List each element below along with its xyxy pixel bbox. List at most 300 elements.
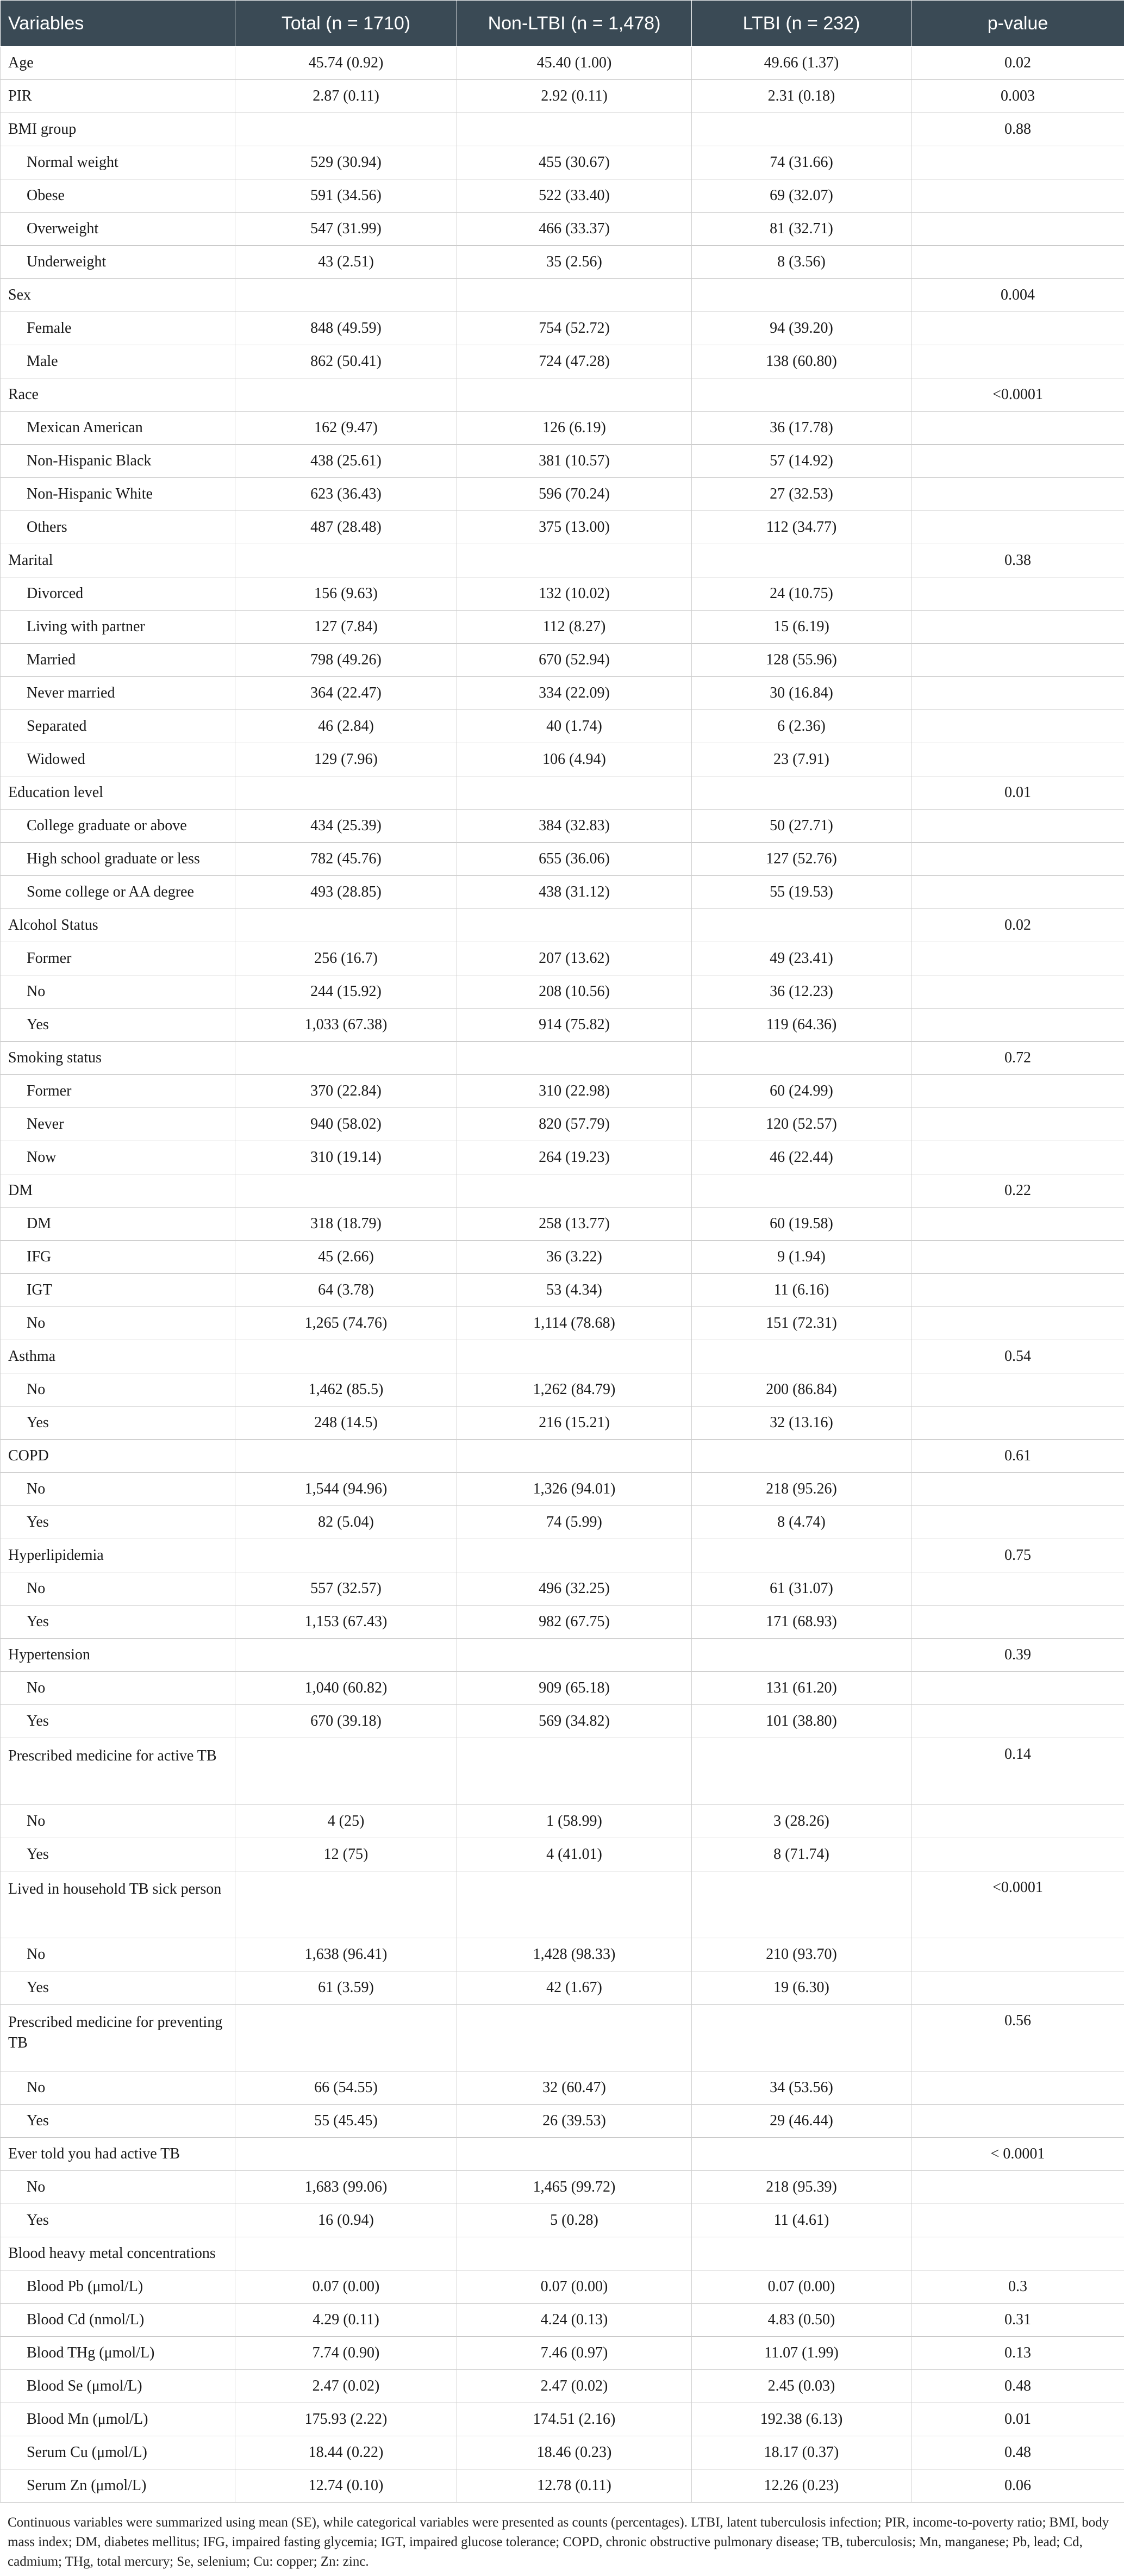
non-ltbi-cell: 35 (2.56) — [457, 246, 692, 279]
non-ltbi-cell — [457, 279, 692, 312]
p-value-cell: 0.02 — [911, 47, 1124, 80]
p-value-cell — [911, 1938, 1124, 1971]
ltbi-cell: 112 (34.77) — [692, 511, 911, 544]
total-cell: 12.74 (0.10) — [235, 2469, 457, 2503]
p-value-cell — [911, 611, 1124, 644]
table-body — [1, 47, 1124, 2503]
non-ltbi-cell: 2.47 (0.02) — [457, 2370, 692, 2403]
p-value-cell — [911, 942, 1124, 975]
non-ltbi-cell: 174.51 (2.16) — [457, 2403, 692, 2436]
p-value-cell — [911, 1838, 1124, 1871]
table-row — [1, 1274, 1124, 1307]
ltbi-cell: 2.31 (0.18) — [692, 80, 911, 113]
header-p-value: p-value — [911, 1, 1124, 47]
ltbi-cell: 8 (3.56) — [692, 246, 911, 279]
table-row — [1, 544, 1124, 577]
variable-cell: DM — [1, 1208, 235, 1241]
ltbi-cell: 131 (61.20) — [692, 1672, 911, 1705]
variable-cell: Race — [1, 378, 235, 412]
table-row — [1, 1572, 1124, 1606]
table-row — [1, 1208, 1124, 1241]
non-ltbi-cell: 375 (13.00) — [457, 511, 692, 544]
total-cell: 12 (75) — [235, 1838, 457, 1871]
ltbi-cell: 60 (24.99) — [692, 1075, 911, 1108]
ltbi-cell — [692, 1340, 911, 1373]
variable-cell: No — [1, 1805, 235, 1838]
non-ltbi-cell: 26 (39.53) — [457, 2105, 692, 2138]
p-value-cell — [911, 1241, 1124, 1274]
table-row — [1, 2469, 1124, 2503]
non-ltbi-cell: 4.24 (0.13) — [457, 2304, 692, 2337]
ltbi-cell: 94 (39.20) — [692, 312, 911, 345]
variable-cell: No — [1, 1373, 235, 1407]
p-value-cell: 0.3 — [911, 2270, 1124, 2304]
variable-cell: Divorced — [1, 577, 235, 611]
non-ltbi-cell: 264 (19.23) — [457, 1141, 692, 1174]
p-value-cell: <0.0001 — [911, 1871, 1124, 1938]
non-ltbi-cell: 5 (0.28) — [457, 2204, 692, 2237]
p-value-cell — [911, 1971, 1124, 2005]
ltbi-cell: 8 (4.74) — [692, 1506, 911, 1539]
table-row — [1, 2370, 1124, 2403]
table-row — [1, 2304, 1124, 2337]
table-row — [1, 2403, 1124, 2436]
variable-cell: No — [1, 1938, 235, 1971]
variable-cell: Never married — [1, 677, 235, 710]
variable-cell: Marital — [1, 544, 235, 577]
total-cell: 487 (28.48) — [235, 511, 457, 544]
variable-cell: Yes — [1, 1506, 235, 1539]
non-ltbi-cell: 258 (13.77) — [457, 1208, 692, 1241]
p-value-cell — [911, 975, 1124, 1009]
non-ltbi-cell: 1 (58.99) — [457, 1805, 692, 1838]
ltbi-cell — [692, 378, 911, 412]
total-cell — [235, 544, 457, 577]
ltbi-cell: 15 (6.19) — [692, 611, 911, 644]
total-cell: 162 (9.47) — [235, 412, 457, 445]
table-footnote: Continuous variables were summarized using mean (SE), while categorical variables were presented as counts (percentages). LTBI, latent tuberculosis infection; PIR, income-to-poverty ratio; BMI, body mass index; DM, diabetes mellitus; IFG, impaired fasting glycemia; IGT, impaired glucose tolerance; COPD, chronic obstructive pulmonary disease; TB, tuberculosis; Mn, manganese; Pb, lead; Cd, cadmium; THg, total mercury; Se, selenium; Cu: copper; Zn: zinc. — [8, 2515, 1109, 2569]
non-ltbi-cell: 596 (70.24) — [457, 478, 692, 511]
ltbi-cell: 101 (38.80) — [692, 1705, 911, 1738]
p-value-cell — [911, 710, 1124, 743]
variable-cell: Living with partner — [1, 611, 235, 644]
ltbi-cell — [692, 1738, 911, 1805]
ltbi-cell — [692, 1440, 911, 1473]
table-row — [1, 776, 1124, 810]
variable-cell: Overweight — [1, 213, 235, 246]
variable-cell: Yes — [1, 1009, 235, 1042]
variable-cell: Married — [1, 644, 235, 677]
ltbi-cell: 138 (60.80) — [692, 345, 911, 378]
non-ltbi-cell — [457, 1639, 692, 1672]
p-value-cell — [911, 1672, 1124, 1705]
variable-cell: Obese — [1, 179, 235, 213]
table-row — [1, 2270, 1124, 2304]
total-cell: 4.29 (0.11) — [235, 2304, 457, 2337]
ltbi-cell — [692, 776, 911, 810]
non-ltbi-cell: 334 (22.09) — [457, 677, 692, 710]
non-ltbi-cell — [457, 2237, 692, 2270]
non-ltbi-cell: 45.40 (1.00) — [457, 47, 692, 80]
non-ltbi-cell: 18.46 (0.23) — [457, 2436, 692, 2469]
p-value-cell — [911, 1506, 1124, 1539]
variable-cell: Blood Pb (μmol/L) — [1, 2270, 235, 2304]
variable-cell: Mexican American — [1, 412, 235, 445]
ltbi-cell: 69 (32.07) — [692, 179, 911, 213]
ltbi-cell: 128 (55.96) — [692, 644, 911, 677]
non-ltbi-cell — [457, 113, 692, 146]
table-row — [1, 1639, 1124, 1672]
total-cell: 1,638 (96.41) — [235, 1938, 457, 1971]
ltbi-cell: 27 (32.53) — [692, 478, 911, 511]
total-cell: 623 (36.43) — [235, 478, 457, 511]
ltbi-cell: 9 (1.94) — [692, 1241, 911, 1274]
p-value-cell: 0.31 — [911, 2304, 1124, 2337]
p-value-cell: 0.06 — [911, 2469, 1124, 2503]
ltbi-cell — [692, 544, 911, 577]
variable-cell: Yes — [1, 1971, 235, 2005]
non-ltbi-cell — [457, 1440, 692, 1473]
non-ltbi-cell: 982 (67.75) — [457, 1606, 692, 1639]
total-cell: 43 (2.51) — [235, 246, 457, 279]
variable-cell: Some college or AA degree — [1, 876, 235, 909]
non-ltbi-cell: 1,326 (94.01) — [457, 1473, 692, 1506]
p-value-cell — [911, 2071, 1124, 2105]
variable-cell: Others — [1, 511, 235, 544]
table-row — [1, 80, 1124, 113]
total-cell: 129 (7.96) — [235, 743, 457, 776]
header-row — [1, 1, 1124, 47]
variable-cell: Prescribed medicine for preventing TB — [1, 2005, 235, 2071]
variable-cell: Widowed — [1, 743, 235, 776]
non-ltbi-cell: 4 (41.01) — [457, 1838, 692, 1871]
table-row — [1, 644, 1124, 677]
p-value-cell — [911, 743, 1124, 776]
p-value-cell: 0.56 — [911, 2005, 1124, 2071]
non-ltbi-cell: 909 (65.18) — [457, 1672, 692, 1705]
non-ltbi-cell — [457, 1738, 692, 1805]
table-row — [1, 909, 1124, 942]
ltbi-cell: 0.07 (0.00) — [692, 2270, 911, 2304]
total-cell — [235, 113, 457, 146]
non-ltbi-cell — [457, 776, 692, 810]
ltbi-cell: 49.66 (1.37) — [692, 47, 911, 80]
variable-cell: Sex — [1, 279, 235, 312]
p-value-cell — [911, 246, 1124, 279]
ltbi-cell: 11 (6.16) — [692, 1274, 911, 1307]
p-value-cell — [911, 2237, 1124, 2270]
p-value-cell: <0.0001 — [911, 378, 1124, 412]
table-row — [1, 1606, 1124, 1639]
ltbi-cell: 36 (12.23) — [692, 975, 911, 1009]
ltbi-cell: 6 (2.36) — [692, 710, 911, 743]
total-cell: 529 (30.94) — [235, 146, 457, 179]
total-cell: 862 (50.41) — [235, 345, 457, 378]
non-ltbi-cell: 106 (4.94) — [457, 743, 692, 776]
p-value-cell — [911, 2204, 1124, 2237]
total-cell: 175.93 (2.22) — [235, 2403, 457, 2436]
non-ltbi-cell: 384 (32.83) — [457, 810, 692, 843]
p-value-cell: 0.004 — [911, 279, 1124, 312]
p-value-cell — [911, 478, 1124, 511]
ltbi-cell — [692, 1042, 911, 1075]
table-row — [1, 179, 1124, 213]
total-cell — [235, 1639, 457, 1672]
total-cell: 591 (34.56) — [235, 179, 457, 213]
total-cell: 438 (25.61) — [235, 445, 457, 478]
non-ltbi-cell: 126 (6.19) — [457, 412, 692, 445]
total-cell: 256 (16.7) — [235, 942, 457, 975]
total-cell — [235, 279, 457, 312]
ltbi-cell: 50 (27.71) — [692, 810, 911, 843]
total-cell: 547 (31.99) — [235, 213, 457, 246]
total-cell: 1,153 (67.43) — [235, 1606, 457, 1639]
ltbi-cell: 74 (31.66) — [692, 146, 911, 179]
table-row — [1, 2171, 1124, 2204]
non-ltbi-cell: 0.07 (0.00) — [457, 2270, 692, 2304]
total-cell — [235, 909, 457, 942]
variable-cell: Non-Hispanic Black — [1, 445, 235, 478]
ltbi-cell: 3 (28.26) — [692, 1805, 911, 1838]
table-row — [1, 312, 1124, 345]
table-row — [1, 2204, 1124, 2237]
ltbi-cell: 151 (72.31) — [692, 1307, 911, 1340]
ltbi-cell — [692, 1174, 911, 1208]
variable-cell: No — [1, 1572, 235, 1606]
ltbi-cell — [692, 279, 911, 312]
total-cell — [235, 2005, 457, 2071]
ltbi-cell: 200 (86.84) — [692, 1373, 911, 1407]
p-value-cell — [911, 1572, 1124, 1606]
non-ltbi-cell: 2.92 (0.11) — [457, 80, 692, 113]
table-row — [1, 2105, 1124, 2138]
non-ltbi-cell: 74 (5.99) — [457, 1506, 692, 1539]
ltbi-cell: 57 (14.92) — [692, 445, 911, 478]
non-ltbi-cell — [457, 544, 692, 577]
p-value-cell: 0.54 — [911, 1340, 1124, 1373]
non-ltbi-cell: 381 (10.57) — [457, 445, 692, 478]
ltbi-cell: 81 (32.71) — [692, 213, 911, 246]
table-row — [1, 213, 1124, 246]
non-ltbi-cell: 207 (13.62) — [457, 942, 692, 975]
total-cell: 64 (3.78) — [235, 1274, 457, 1307]
ltbi-cell: 210 (93.70) — [692, 1938, 911, 1971]
ltbi-cell: 46 (22.44) — [692, 1141, 911, 1174]
p-value-cell — [911, 1141, 1124, 1174]
p-value-cell: 0.01 — [911, 776, 1124, 810]
total-cell: 4 (25) — [235, 1805, 457, 1838]
non-ltbi-cell: 36 (3.22) — [457, 1241, 692, 1274]
table-row — [1, 876, 1124, 909]
p-value-cell — [911, 1805, 1124, 1838]
variable-cell: Smoking status — [1, 1042, 235, 1075]
variable-cell: Yes — [1, 2105, 235, 2138]
non-ltbi-cell: 132 (10.02) — [457, 577, 692, 611]
non-ltbi-cell: 208 (10.56) — [457, 975, 692, 1009]
total-cell — [235, 1539, 457, 1572]
variable-cell: Blood heavy metal concentrations — [1, 2237, 235, 2270]
table-row — [1, 1473, 1124, 1506]
ltbi-cell: 192.38 (6.13) — [692, 2403, 911, 2436]
total-cell: 55 (45.45) — [235, 2105, 457, 2138]
total-cell: 310 (19.14) — [235, 1141, 457, 1174]
variable-cell: Normal weight — [1, 146, 235, 179]
ltbi-cell: 127 (52.76) — [692, 843, 911, 876]
variable-cell: Male — [1, 345, 235, 378]
table-row — [1, 1042, 1124, 1075]
variable-cell: Blood THg (μmol/L) — [1, 2337, 235, 2370]
total-cell: 848 (49.59) — [235, 312, 457, 345]
ltbi-cell: 2.45 (0.03) — [692, 2370, 911, 2403]
variable-cell: Former — [1, 942, 235, 975]
p-value-cell — [911, 146, 1124, 179]
p-value-cell: 0.003 — [911, 80, 1124, 113]
variable-cell: PIR — [1, 80, 235, 113]
ltbi-cell — [692, 1639, 911, 1672]
total-cell — [235, 1340, 457, 1373]
variable-cell: Now — [1, 1141, 235, 1174]
ltbi-cell: 30 (16.84) — [692, 677, 911, 710]
non-ltbi-cell: 914 (75.82) — [457, 1009, 692, 1042]
p-value-cell — [911, 213, 1124, 246]
variable-cell: Alcohol Status — [1, 909, 235, 942]
variable-cell: Prescribed medicine for active TB — [1, 1738, 235, 1805]
non-ltbi-cell — [457, 2138, 692, 2171]
non-ltbi-cell: 1,114 (78.68) — [457, 1307, 692, 1340]
ltbi-cell: 11 (4.61) — [692, 2204, 911, 2237]
total-cell: 364 (22.47) — [235, 677, 457, 710]
variable-cell: Underweight — [1, 246, 235, 279]
table-row — [1, 1805, 1124, 1838]
variable-cell: Lived in household TB sick person — [1, 1871, 235, 1938]
non-ltbi-cell: 32 (60.47) — [457, 2071, 692, 2105]
ltbi-cell: 8 (71.74) — [692, 1838, 911, 1871]
p-value-cell — [911, 1009, 1124, 1042]
p-value-cell: 0.48 — [911, 2436, 1124, 2469]
ltbi-cell — [692, 113, 911, 146]
table-row — [1, 279, 1124, 312]
total-cell: 46 (2.84) — [235, 710, 457, 743]
table-row — [1, 1241, 1124, 1274]
p-value-cell: 0.01 — [911, 2403, 1124, 2436]
total-cell — [235, 1871, 457, 1938]
table-row — [1, 146, 1124, 179]
total-cell: 248 (14.5) — [235, 1407, 457, 1440]
non-ltbi-cell: 670 (52.94) — [457, 644, 692, 677]
non-ltbi-cell: 40 (1.74) — [457, 710, 692, 743]
ltbi-cell: 119 (64.36) — [692, 1009, 911, 1042]
variable-cell: High school graduate or less — [1, 843, 235, 876]
table-row — [1, 1539, 1124, 1572]
non-ltbi-cell: 310 (22.98) — [457, 1075, 692, 1108]
ltbi-cell: 120 (52.57) — [692, 1108, 911, 1141]
table-row — [1, 1108, 1124, 1141]
non-ltbi-cell: 438 (31.12) — [457, 876, 692, 909]
total-cell — [235, 1042, 457, 1075]
table-row — [1, 1871, 1124, 1938]
table-row — [1, 113, 1124, 146]
ltbi-cell: 11.07 (1.99) — [692, 2337, 911, 2370]
table-row — [1, 47, 1124, 80]
variable-cell: Blood Mn (μmol/L) — [1, 2403, 235, 2436]
variable-cell: Hypertension — [1, 1639, 235, 1672]
variable-cell: No — [1, 2171, 235, 2204]
p-value-cell: 0.02 — [911, 909, 1124, 942]
ltbi-cell: 32 (13.16) — [692, 1407, 911, 1440]
p-value-cell: 0.48 — [911, 2370, 1124, 2403]
ltbi-cell: 218 (95.39) — [692, 2171, 911, 2204]
table-row — [1, 1971, 1124, 2005]
table-row — [1, 2138, 1124, 2171]
total-cell — [235, 1174, 457, 1208]
p-value-cell — [911, 1274, 1124, 1307]
non-ltbi-cell: 42 (1.67) — [457, 1971, 692, 2005]
variable-cell: No — [1, 1672, 235, 1705]
ltbi-cell: 218 (95.26) — [692, 1473, 911, 1506]
table-row — [1, 445, 1124, 478]
table-row — [1, 378, 1124, 412]
ltbi-cell: 18.17 (0.37) — [692, 2436, 911, 2469]
non-ltbi-cell — [457, 1340, 692, 1373]
total-cell: 2.87 (0.11) — [235, 80, 457, 113]
variable-cell: No — [1, 2071, 235, 2105]
p-value-cell — [911, 843, 1124, 876]
non-ltbi-cell: 7.46 (0.97) — [457, 2337, 692, 2370]
table-row — [1, 2071, 1124, 2105]
ltbi-cell: 49 (23.41) — [692, 942, 911, 975]
total-cell: 1,462 (85.5) — [235, 1373, 457, 1407]
total-cell: 45.74 (0.92) — [235, 47, 457, 80]
p-value-cell — [911, 577, 1124, 611]
total-cell — [235, 1738, 457, 1805]
ltbi-cell: 171 (68.93) — [692, 1606, 911, 1639]
ltbi-cell: 29 (46.44) — [692, 2105, 911, 2138]
table-row — [1, 1307, 1124, 1340]
total-cell: 370 (22.84) — [235, 1075, 457, 1108]
variable-cell: Blood Cd (nmol/L) — [1, 2304, 235, 2337]
total-cell: 244 (15.92) — [235, 975, 457, 1009]
p-value-cell — [911, 2171, 1124, 2204]
total-cell: 0.07 (0.00) — [235, 2270, 457, 2304]
p-value-cell — [911, 644, 1124, 677]
non-ltbi-cell: 466 (33.37) — [457, 213, 692, 246]
header-total: Total (n = 1710) — [235, 1, 457, 47]
table-row — [1, 1373, 1124, 1407]
total-cell — [235, 1440, 457, 1473]
total-cell: 156 (9.63) — [235, 577, 457, 611]
p-value-cell: 0.61 — [911, 1440, 1124, 1473]
table-row — [1, 1141, 1124, 1174]
p-value-cell — [911, 677, 1124, 710]
table-row — [1, 1705, 1124, 1738]
ltbi-cell: 12.26 (0.23) — [692, 2469, 911, 2503]
p-value-cell — [911, 345, 1124, 378]
variable-cell: Education level — [1, 776, 235, 810]
total-cell: 557 (32.57) — [235, 1572, 457, 1606]
p-value-cell — [911, 312, 1124, 345]
table-row — [1, 246, 1124, 279]
ltbi-cell: 23 (7.91) — [692, 743, 911, 776]
table-row — [1, 1009, 1124, 1042]
non-ltbi-cell: 455 (30.67) — [457, 146, 692, 179]
p-value-cell: 0.13 — [911, 2337, 1124, 2370]
p-value-cell: 0.88 — [911, 113, 1124, 146]
table-row — [1, 412, 1124, 445]
total-cell — [235, 776, 457, 810]
variable-cell: Former — [1, 1075, 235, 1108]
p-value-cell — [911, 2105, 1124, 2138]
p-value-cell: 0.75 — [911, 1539, 1124, 1572]
